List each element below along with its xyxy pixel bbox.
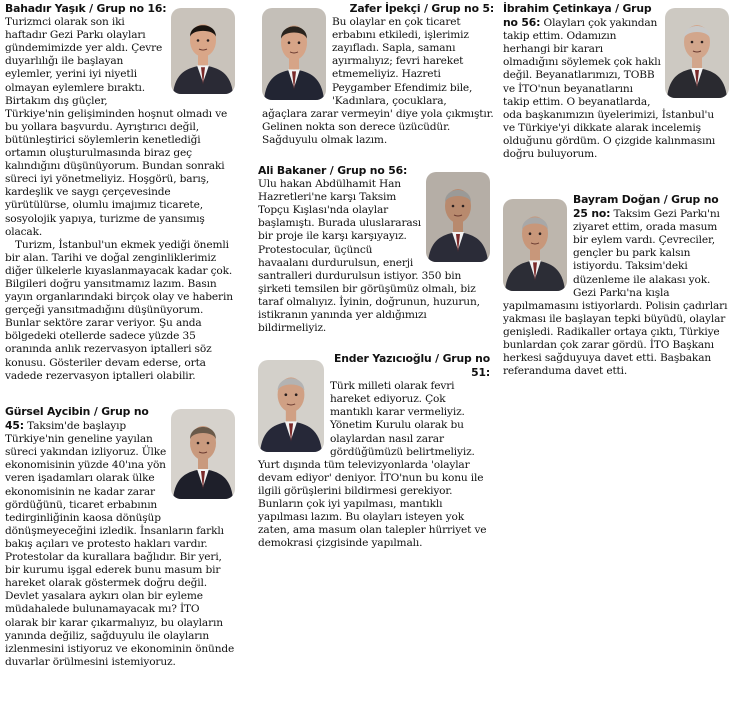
portrait-photo-icon <box>258 360 324 452</box>
author-name: Bayram Doğan / Grup no 25 no: <box>573 193 719 221</box>
article-paragraph: Ulu hakan Abdülhamit Han Hazretleri'ne karşı Taksim Topçu Kışlası'nda olaylar başlamıştı. Burada uluslararası bir proje ile karşı karşıyayız. Protestocular, üçüncü havaalanı durdurulsun, enerji santralleri durdurulsun istiyor. 350 bin şirketi temsilen bir görüşümüz olmalı, biz taraf olmalıyız. İyinin, doğrunun, huzurun, istikranın yanında yer aldığımızı bildirmeliyiz. <box>258 178 480 335</box>
article-paragraph: Turizm, İstanbul'un ekmek yediği önemli bir alan. Tarihi ve doğal zenginliklerimiz diğer ülkelerle kıyaslanmayacak kadar çok. Bilgileri doğru yansıtmamız lazım. Basın yayın organlarındaki birçok olay ve haberin gerçeği yansıtmadığını düşünüyorum. Bunlar sektöre zarar veriyor. Şu anda bölgedeki otellerde sadece yüzde 35 oranında anlık rezervasyon iptalleri söz konusu. Gösteriler devam ederse, orta vadede rezervasyon iptalleri olabilir. <box>5 238 233 382</box>
portrait-ipekci <box>262 8 326 100</box>
author-name: Ali Bakaner / Grup no 56: <box>258 164 408 177</box>
article-paragraph: Bu olaylar en çok ticaret erbabını etkiledi, işlerimiz zayıfladı. Sapla, samanı ayırmalıyız; fevri hareket etmemeliyiz. Hazreti Peygamber Efendimiz bile, 'Kadınlara, çocuklara, ağaçlara zarar vermeyin' diye yola çıkmıştır. Gelinen nokta son derece üzücüdür. Sağduyulu olmak lazım. <box>262 16 494 146</box>
portrait-photo-icon <box>665 8 729 98</box>
portrait-photo-icon <box>262 8 326 100</box>
article-ipekci <box>262 2 494 147</box>
portrait-bakaner <box>426 172 490 262</box>
portrait-photo-icon <box>503 199 567 291</box>
portrait-photo-icon <box>426 172 490 262</box>
article-bakaner <box>258 164 490 335</box>
portrait-aycibin <box>171 409 235 499</box>
author-name: Bahadır Yaşık / Grup no 16: <box>5 2 167 15</box>
portrait-yazicioglu <box>258 360 324 452</box>
article-paragraph: Taksim Gezi Parkı'nı ziyaret ettim, orada masum bir eylem vardı. Çevreciler, gençler bu park kalsın istiyordu. Taksim'deki düzenleme ile alakası yok. Gezi Parkı'na kışla yapılmamasını istiyorlardı. Polisin çadırları yakması ile başlayan tepki büyüdü, olaylar genişledi. Radikaller ortaya çıktı, Türkiye bunlardan çok zarar gördü. İTO Başkanı herkesi sağduyuya davet etti. Başbakan referanduma davet etti. <box>503 208 728 378</box>
article-yazicioglu <box>258 352 490 550</box>
author-name: Ender Yazıcıoğlu / Grup no 51: <box>334 352 490 380</box>
article-dogan <box>503 193 729 378</box>
article-paragraph: Türk milleti olarak fevri hareket ediyoruz. Çok mantıklı karar vermeliyiz. Yönetim Kurulu olarak bu olaylardan nasıl zarar gördüğümüzü belirtmeliyiz. Yurt dışında tüm televizyonlarda 'olaylar devam ediyor' deniyor. İTO'nun bu konu ile ilgili görüşlerini bildirmesi gerekiyor. Bunların çok iyi yapılması, mantıklı yapılması lazım. Bu olayları isteyen yok zaten, ama masum olan talepler hürriyet ve demokrasi çizgisinde yapılmalı. <box>258 380 487 550</box>
article-paragraph: Turizmci olarak son iki haftadır Gezi Parkı olayları gündemimizde yer aldı. Çevre duyarlılığı ile başlayan eylemler, yerini iyi niyetli olmayan eylemlere bıraktı. Birtakım dış güçler, Türkiye'nin gelişiminden hoşnut olmadı ve bu yollara başvurdu. Ayrıştırıcı değil, bütünleştirici söylemlerin kenetlediği ortamın oluşturulmasında biraz geç kalındığını düşünüyorum. Bundan sonraki süreci iyi yönetmeliyiz. Hoşgörü, barış, kardeşlik ve saygı çerçevesinde yürütülürse, olumlu imajımız ticarete, sosyolojik yapıya, turizme de yansımış olacak. <box>5 16 228 238</box>
article-aycibin <box>5 405 235 669</box>
portrait-photo-icon <box>171 8 235 94</box>
author-name: Gürsel Aycibin / Grup no 45: <box>5 405 149 433</box>
author-name: İbrahim Çetinkaya / Grup no 56: <box>503 2 652 30</box>
portrait-cetinkaya <box>665 8 729 98</box>
portrait-photo-icon <box>171 409 235 499</box>
portrait-dogan <box>503 199 567 291</box>
author-name: Zafer İpekçi / Grup no 5: <box>349 2 494 15</box>
portrait-yasik <box>171 8 235 94</box>
article-paragraph: Taksim'de başlayıp Türkiye'nin geneline yayılan süreci yakından izliyoruz. Ülke ekonomisinin yüzde 40'ına yön veren işadamları olarak ülke ekonomisinin ne kadar zarar gördüğünü, ticaret erbabının tedirginliğinin kaosa dönüşüp dönüşmeyeceğini izledik. İnsanların farklı bakış açıları ve protesto hakları vardır. Protestolar da kurallara bağlıdır. Bir yeri, bir kurumu işgal ederek bunu masum bir hareket olarak göstermek doğru değil. Devlet yasalara aykırı olan bir eyleme müdahalede bulunamayacak mı? İTO olarak bir karar çıkarmalıyız, bu olayların yanında değiliz, sağduyulu ile olayların izlenmesini istiyoruz ve ekonominin önünde duvarlar örülmesini istemiyoruz. <box>5 420 235 668</box>
article-yasik <box>5 2 235 383</box>
article-cetinkaya <box>503 2 729 161</box>
article-paragraph: Olayları çok yakından takip ettim. Odamızın herhangi bir kararı olmadığını söylemek çok haklı değil. Beyanatlarımızı, TOBB ve İTO'nun beyanatlarını takip ettim. O beyanatlarda, oda başkanımızın üyelerimizi, İstanbul'u ve Türkiye'yi dikkate alarak incelemiş olduğunu gördüm. O çizgide kalınmasını doğru buluyorum. <box>503 17 716 161</box>
